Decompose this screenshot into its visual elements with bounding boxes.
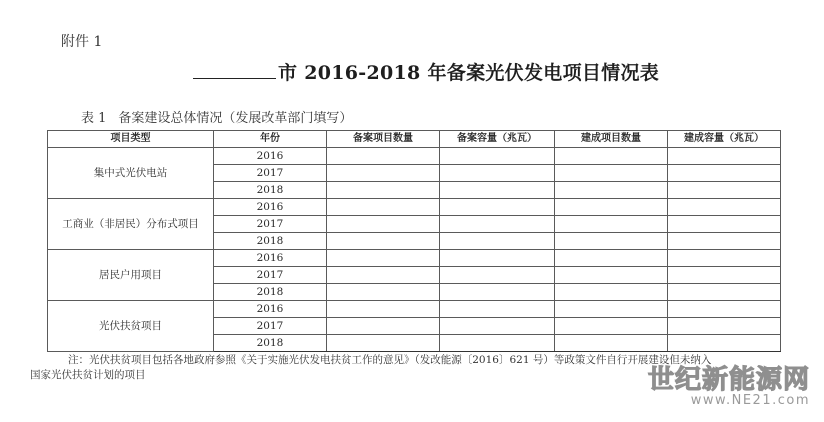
built-capacity-cell[interactable] [668, 267, 781, 284]
city-blank-line [193, 62, 276, 79]
project-type-cell: 集中式光伏电站 [48, 148, 214, 199]
filed-capacity-cell[interactable] [440, 165, 555, 182]
header-built-capacity: 建成容量（兆瓦） [668, 131, 781, 148]
header-filed-count: 备案项目数量 [327, 131, 440, 148]
table-caption-text: 备案建设总体情况（发展改革部门填写） [118, 111, 353, 126]
year-cell: 2017 [214, 267, 327, 284]
filed-count-cell[interactable] [327, 267, 440, 284]
built-capacity-cell[interactable] [668, 216, 781, 233]
built-count-cell[interactable] [555, 318, 668, 335]
year-cell: 2016 [214, 301, 327, 318]
project-type-cell: 居民户用项目 [48, 250, 214, 301]
table-row [48, 250, 781, 267]
filed-capacity-cell[interactable] [440, 148, 555, 165]
built-capacity-cell[interactable] [668, 182, 781, 199]
year-cell: 2016 [214, 148, 327, 165]
watermark-url: www.NE21.com [690, 393, 810, 408]
filed-capacity-cell[interactable] [440, 335, 555, 352]
table-caption [81, 107, 352, 126]
filed-count-cell[interactable] [327, 284, 440, 301]
project-type-cell: 光伏扶贫项目 [48, 301, 214, 352]
header-project-type: 项目类型 [48, 131, 214, 148]
attachment-label: 附件 1 [61, 34, 103, 50]
filed-count-cell[interactable] [327, 182, 440, 199]
project-type-cell: 工商业（非居民）分布式项目 [48, 199, 214, 250]
filed-count-cell[interactable] [327, 318, 440, 335]
filed-count-cell[interactable] [327, 335, 440, 352]
built-count-cell[interactable] [555, 233, 668, 250]
built-capacity-cell[interactable] [668, 233, 781, 250]
year-cell: 2017 [214, 165, 327, 182]
table-row [48, 301, 781, 318]
filed-count-cell[interactable] [327, 250, 440, 267]
built-capacity-cell[interactable] [668, 250, 781, 267]
table-row [48, 199, 781, 216]
built-count-cell[interactable] [555, 250, 668, 267]
header-year: 年份 [214, 131, 327, 148]
title-text: 市 2016-2018 年备案光伏发电项目情况表 [278, 62, 660, 84]
filed-capacity-cell[interactable] [440, 318, 555, 335]
built-capacity-cell[interactable] [668, 199, 781, 216]
built-capacity-cell[interactable] [668, 165, 781, 182]
watermark [648, 366, 810, 408]
filed-capacity-cell[interactable] [440, 233, 555, 250]
built-count-cell[interactable] [555, 216, 668, 233]
built-count-cell[interactable] [555, 165, 668, 182]
filed-capacity-cell[interactable] [440, 250, 555, 267]
built-capacity-cell[interactable] [668, 335, 781, 352]
filed-count-cell[interactable] [327, 216, 440, 233]
filed-capacity-cell[interactable] [440, 182, 555, 199]
filed-capacity-cell[interactable] [440, 216, 555, 233]
filed-count-cell[interactable] [327, 148, 440, 165]
footnote-line-1: 注：光伏扶贫项目包括各地政府参照《关于实施光伏发电扶贫工作的意见》（发改能源〔2016〕621 号）等政策文件自行开展建设但未纳入 [68, 354, 712, 366]
built-count-cell[interactable] [555, 301, 668, 318]
built-capacity-cell[interactable] [668, 301, 781, 318]
year-cell: 2016 [214, 250, 327, 267]
built-capacity-cell[interactable] [668, 148, 781, 165]
year-cell: 2018 [214, 335, 327, 352]
year-cell: 2018 [214, 233, 327, 250]
footnote-line-2: 国家光伏扶贫计划的项目 [30, 369, 146, 381]
year-cell: 2016 [214, 199, 327, 216]
built-count-cell[interactable] [555, 335, 668, 352]
filed-count-cell[interactable] [327, 301, 440, 318]
filed-capacity-cell[interactable] [440, 301, 555, 318]
filed-capacity-cell[interactable] [440, 284, 555, 301]
built-count-cell[interactable] [555, 267, 668, 284]
watermark-logo-text: 世纪新能源网 [647, 365, 810, 395]
table-body [48, 148, 781, 352]
built-count-cell[interactable] [555, 148, 668, 165]
table-header-row [48, 131, 781, 148]
filed-capacity-cell[interactable] [440, 199, 555, 216]
year-cell: 2017 [214, 318, 327, 335]
filed-count-cell[interactable] [327, 165, 440, 182]
table-row [48, 148, 781, 165]
built-count-cell[interactable] [555, 199, 668, 216]
filed-capacity-cell[interactable] [440, 267, 555, 284]
year-cell: 2018 [214, 284, 327, 301]
page-title [193, 58, 659, 85]
header-filed-capacity: 备案容量（兆瓦） [440, 131, 555, 148]
filed-count-cell[interactable] [327, 233, 440, 250]
built-capacity-cell[interactable] [668, 284, 781, 301]
built-count-cell[interactable] [555, 284, 668, 301]
project-status-table [47, 130, 781, 352]
table-number: 表 1 [81, 111, 107, 126]
year-cell: 2018 [214, 182, 327, 199]
header-built-count: 建成项目数量 [555, 131, 668, 148]
built-capacity-cell[interactable] [668, 318, 781, 335]
built-count-cell[interactable] [555, 182, 668, 199]
year-cell: 2017 [214, 216, 327, 233]
filed-count-cell[interactable] [327, 199, 440, 216]
